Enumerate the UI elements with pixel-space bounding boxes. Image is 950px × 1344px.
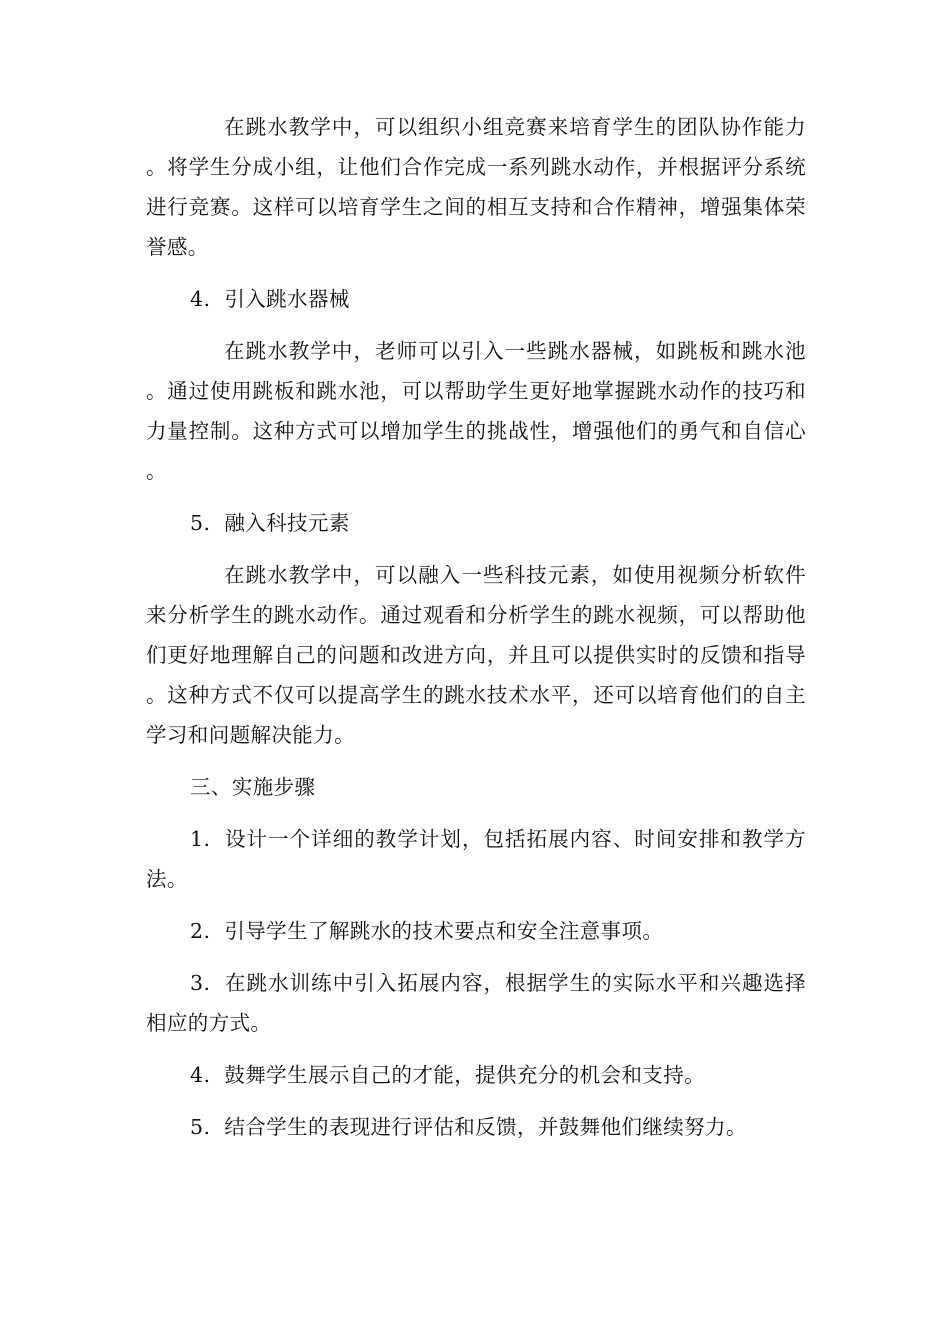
- heading-item-4: [146, 279, 806, 319]
- step-text: 结合学生的表现进行评估和反馈，并鼓舞他们继续努力。: [224, 1115, 747, 1139]
- step-text: 鼓舞学生展示自己的才能，提供充分的机会和支持。: [224, 1063, 706, 1087]
- step-text: 在跳水训练中引入拓展内容，根据学生的实际水平和兴趣选择相应的方式。: [146, 971, 806, 1035]
- step-item-3: [146, 963, 806, 1043]
- step-item-4: [146, 1055, 806, 1095]
- step-item-1: [146, 819, 806, 899]
- document-page: [146, 107, 806, 1147]
- heading-text: 引入跳水器械: [224, 287, 350, 311]
- step-item-5: [146, 1107, 806, 1147]
- section-heading-implementation: 三、实施步骤: [190, 775, 316, 799]
- heading-number: 5.: [190, 511, 211, 535]
- step-number: 2.: [190, 919, 211, 943]
- heading-number: 4.: [190, 287, 211, 311]
- step-number: 4.: [190, 1063, 211, 1087]
- paragraph-technology: 在跳水教学中，可以融入一些科技元素，如使用视频分析软件来分析学生的跳水动作。通过观看和分析学生的跳水视频，可以帮助他们更好地理解自己的问题和改进方向，并且可以提供实时的反馈和指导。这种方式不仅可以提高学生的跳水技术水平，还可以培育他们的自主学习和问题解决能力。: [146, 563, 806, 747]
- step-text: 引导学生了解跳水的技术要点和安全注意事项。: [224, 919, 664, 943]
- heading-item-5: [146, 503, 806, 543]
- step-number: 1.: [190, 827, 211, 851]
- step-item-2: [146, 911, 806, 951]
- step-number: 5.: [190, 1115, 211, 1139]
- paragraph-team-competition: 在跳水教学中，可以组织小组竞赛来培育学生的团队协作能力。将学生分成小组，让他们合作完成一系列跳水动作，并根据评分系统进行竞赛。这样可以培育学生之间的相互支持和合作精神，增强集体荣誉感。: [146, 115, 806, 259]
- heading-text: 融入科技元素: [224, 511, 350, 535]
- step-text: 设计一个详细的教学计划，包括拓展内容、时间安排和教学方法。: [146, 827, 806, 891]
- paragraph-diving-equipment: 在跳水教学中，老师可以引入一些跳水器械，如跳板和跳水池。通过使用跳板和跳水池，可以帮助学生更好地掌握跳水动作的技巧和力量控制。这种方式可以增加学生的挑战性，增强他们的勇气和自信心。: [146, 339, 806, 483]
- step-number: 3.: [190, 971, 211, 995]
